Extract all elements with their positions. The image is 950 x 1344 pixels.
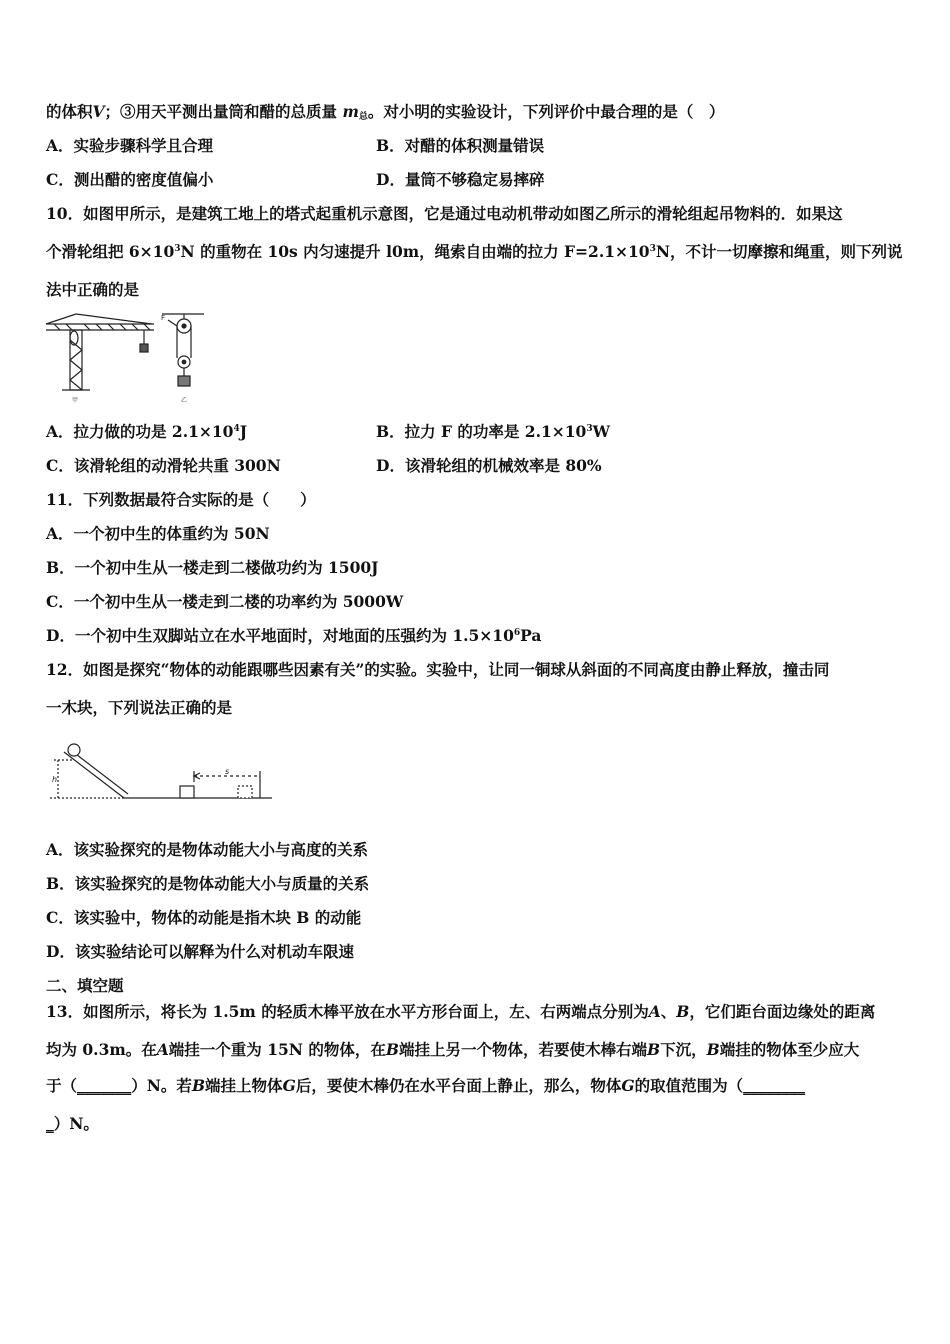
q11-option-a: A．一个初中生的体重约为 50N: [46, 524, 270, 543]
var-a: A: [156, 1040, 169, 1059]
q12-stem-line1: 12．如图是探究“物体的动能跟哪些因素有关”的实验。实验中，让同一铜球从斜面的不同高度由静止释放，撞击同: [46, 660, 830, 679]
pulley-load: [178, 376, 190, 386]
q10-option-c: C．该滑轮组的动滑轮共重 300N: [46, 456, 281, 475]
label-f: F: [161, 314, 166, 322]
q11-option-b: B．一个初中生从一楼走到二楼做功约为 1500J: [46, 558, 379, 577]
q13-text: 下沉，: [660, 1040, 707, 1059]
label-h: h: [52, 775, 58, 784]
option-text: D．一个初中生双脚站立在水平地面时，对地面的压强约为 1.5×10: [46, 626, 514, 645]
exponent: 3: [649, 244, 656, 254]
q11-stem: 11．下列数据最符合实际的是（ ）: [46, 490, 316, 509]
label-s: s: [225, 767, 230, 776]
answer-blank-2[interactable]: ________: [743, 1076, 806, 1095]
q12-option-c: C．该实验中，物体的动能是指木块 B 的动能: [46, 908, 362, 927]
subscript-total: 总: [358, 112, 368, 122]
q10-option-d: D．该滑轮组的机械效率是 80%: [376, 456, 602, 475]
q13-text: ）N。: [53, 1114, 99, 1133]
q9-text: 。对小明的实验设计，下列评价中最合理的是（ ）: [367, 102, 725, 121]
q9-text: 的体积: [46, 102, 93, 121]
q9-option-a: A．实验步骤科学且合理: [46, 136, 214, 155]
var-b: B: [706, 1040, 720, 1059]
exponent: 6: [513, 628, 521, 638]
answer-blank-1[interactable]: _______: [77, 1076, 132, 1095]
incline-slope: [64, 752, 124, 798]
q12-option-d: D．该实验结论可以解释为什么对机动车限速: [46, 942, 354, 961]
option-text: B．拉力 F 的功率是 2.1×10: [376, 422, 587, 441]
q10-stem-line3: 法中正确的是: [46, 280, 140, 299]
q13-text: 均为 0.3m。在: [46, 1040, 157, 1059]
section-title-fill-in: 二、填空题: [46, 976, 124, 995]
var-a: A: [648, 1002, 661, 1021]
var-m: m: [342, 102, 359, 121]
var-b: B: [191, 1076, 206, 1095]
var-b: B: [385, 1040, 399, 1059]
q13-text: 端挂上另一个物体，若要使木棒右端: [398, 1040, 647, 1059]
q11-option-d: [46, 626, 541, 646]
q11-option-c: C．一个初中生从一楼走到二楼的功率约为 5000W: [46, 592, 404, 611]
label-yi: 乙: [181, 397, 188, 404]
q13-text: 端挂的物体至少应大: [719, 1040, 860, 1059]
crane-figure: [44, 310, 224, 405]
q13-stem-line4: [46, 1114, 99, 1134]
q10-option-a: [46, 422, 247, 442]
crane-load: [140, 344, 148, 352]
q13-text: 端挂上物体: [205, 1076, 283, 1095]
var-g: G: [621, 1076, 635, 1095]
q10-text: N 的重物在 10s 内匀速提升 l0m，绳索自由端的拉力 F=2.1×10: [180, 242, 650, 261]
q13-stem-line2: [46, 1040, 859, 1060]
q12-stem-line2: 一木块，下列说法正确的是: [46, 698, 233, 717]
wood-block: [180, 786, 194, 798]
option-text: Pa: [520, 626, 542, 645]
q13-text: 的取值范围为（: [634, 1076, 744, 1095]
var-b: B: [676, 1002, 690, 1021]
exponent: 4: [233, 424, 240, 434]
q10-option-b: [376, 422, 610, 442]
q9-text: ；③用天平测出量筒和醋的总质量: [104, 102, 338, 121]
q10-text: N，不计一切摩擦和绳重，则下列说: [655, 242, 903, 261]
copper-ball: [68, 744, 80, 756]
var-g: G: [282, 1076, 296, 1095]
q13-stem-line1: [46, 1002, 875, 1022]
exponent: 3: [174, 244, 181, 254]
label-jia: 甲: [72, 397, 79, 404]
q13-stem-line3: [46, 1076, 805, 1096]
q13-text: ）N。若: [131, 1076, 192, 1095]
q10-text: 个滑轮组把 6×10: [46, 242, 175, 261]
q9-continuation: [46, 102, 724, 122]
incline-figure: [50, 738, 275, 806]
var-b: B: [646, 1040, 661, 1059]
q9-option-c: C．测出醋的密度值偏小: [46, 170, 214, 189]
q13-text: 后，要使木棒仍在水平台面上静止，那么，物体: [295, 1076, 622, 1095]
var-v: V: [92, 102, 105, 121]
option-text: A．拉力做的功是 2.1×10: [46, 422, 234, 441]
q13-text: 于（: [46, 1076, 78, 1095]
exponent: 3: [586, 424, 593, 434]
q13-text: 13．如图所示，将长为 1.5m 的轻质木棒平放在水平方形台面上，左、右两端点分别为: [46, 1002, 649, 1021]
answer-blank-2-cont[interactable]: _: [46, 1114, 54, 1133]
q13-text: 端挂一个重为 15N 的物体，在: [168, 1040, 386, 1059]
q13-text: 、: [660, 1002, 677, 1021]
option-text: W: [592, 422, 611, 441]
q13-text: ，它们距台面边缘处的距离: [689, 1002, 876, 1021]
option-text: J: [239, 422, 248, 441]
q9-option-b: B．对醋的体积测量错误: [376, 136, 545, 155]
q9-option-d: D．量筒不够稳定易摔碎: [376, 170, 545, 189]
q10-stem-line2: [46, 242, 903, 262]
q12-option-b: B．该实验探究的是物体动能大小与质量的关系: [46, 874, 370, 893]
q10-stem-line1: 10．如图甲所示，是建筑工地上的塔式起重机示意图，它是通过电动机带动如图乙所示的滑轮组起吊物料的．如果这: [46, 204, 843, 223]
crane-diagram: [44, 310, 224, 405]
q12-option-a: A．该实验探究的是物体动能大小与高度的关系: [46, 840, 369, 859]
incline-diagram: [50, 738, 275, 806]
